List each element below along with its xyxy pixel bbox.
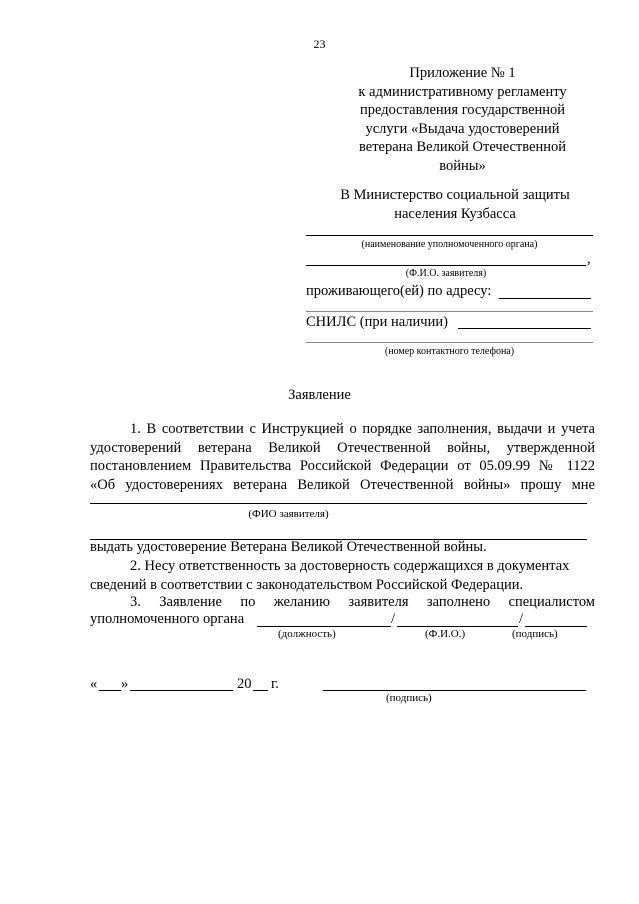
appendix-line: предоставления государственной bbox=[359, 102, 566, 118]
date-quote-open: « bbox=[90, 676, 98, 692]
date-year-prefix: 20 bbox=[237, 676, 252, 692]
address-line-1[interactable] bbox=[499, 298, 591, 299]
slash-2: / bbox=[519, 611, 524, 627]
page-number: 23 bbox=[313, 37, 326, 51]
position-line[interactable] bbox=[257, 626, 391, 627]
phone-line[interactable] bbox=[306, 342, 593, 343]
paragraph-line: сведений в соответствии с законодательством Российской Федерации. bbox=[90, 576, 524, 593]
date-year-suffix: г. bbox=[271, 676, 279, 692]
appendix-header bbox=[330, 64, 595, 175]
authority-caption: (наименование уполномоченного органа) bbox=[361, 239, 538, 250]
paragraph-2 bbox=[90, 557, 595, 594]
paragraph-line: 2. Несу ответственность за достоверность содержащихся в документах bbox=[130, 558, 570, 574]
signature-line-body[interactable] bbox=[525, 626, 587, 627]
paragraph-line: 3. Заявление по желанию заявителя заполнено специалистом bbox=[130, 594, 595, 610]
signature-caption-footer: (подпись) bbox=[386, 692, 432, 704]
date-year-line[interactable] bbox=[253, 690, 268, 691]
paragraph-line: «Об удостоверениях ветерана Великой Отечественной войны» прошу мне bbox=[90, 476, 595, 493]
date-day-line[interactable] bbox=[99, 690, 121, 691]
issue-line: выдать удостоверение Ветерана Великой Отечественной войны. bbox=[90, 539, 487, 555]
snils-line[interactable] bbox=[458, 328, 591, 329]
applicant-fio-line[interactable] bbox=[306, 265, 586, 266]
fio-body-line[interactable] bbox=[90, 503, 587, 504]
signature-line-footer[interactable] bbox=[323, 690, 586, 691]
addressee-line: В Министерство социальной защиты bbox=[340, 187, 570, 203]
date-month-line[interactable] bbox=[130, 690, 233, 691]
fio-sign-line[interactable] bbox=[397, 626, 518, 627]
appendix-line: ветерана Великой Отечественной bbox=[359, 139, 566, 155]
p3-label: уполномоченного органа bbox=[90, 611, 245, 627]
paragraph-line: 1. В соответствии с Инструкцией о порядке заполнения, выдачи и учета bbox=[130, 421, 595, 437]
applicant-comma: , bbox=[587, 251, 591, 267]
authority-name-line[interactable] bbox=[306, 235, 593, 236]
addressee-line: населения Кузбасса bbox=[394, 205, 516, 222]
appendix-line: услуги «Выдача удостоверений bbox=[365, 120, 560, 137]
paragraph-3 bbox=[90, 593, 595, 612]
phone-caption: (номер контактного телефона) bbox=[384, 346, 515, 357]
appendix-line: к административному регламенту bbox=[358, 83, 567, 100]
paragraph-line: удостоверений ветерана Великой Отечественной войны, утвержденной bbox=[90, 439, 595, 456]
date-quote-close: » bbox=[121, 676, 129, 692]
fio-body-caption: (ФИО заявителя) bbox=[248, 508, 329, 520]
applicant-fio-caption: (Ф.И.О. заявителя) bbox=[405, 268, 487, 279]
paragraph-1 bbox=[90, 420, 595, 494]
document-title: Заявление bbox=[288, 387, 351, 403]
signature-caption-body: (подпись) bbox=[512, 628, 558, 640]
position-caption: (должность) bbox=[278, 628, 336, 640]
fio-caption: (Ф.И.О.) bbox=[425, 628, 466, 640]
addressee-block bbox=[310, 186, 600, 223]
slash-1: / bbox=[391, 611, 396, 627]
paragraph-line: постановлением Правительства Российской Федерации от 05.09.99 № 1122 bbox=[90, 458, 595, 474]
address-line-2[interactable] bbox=[306, 311, 593, 312]
snils-label: СНИЛС (при наличии) bbox=[306, 314, 448, 330]
appendix-line: Приложение № 1 bbox=[409, 65, 516, 81]
appendix-line: войны» bbox=[439, 157, 486, 174]
address-label: проживающего(ей) по адресу: bbox=[306, 283, 492, 299]
